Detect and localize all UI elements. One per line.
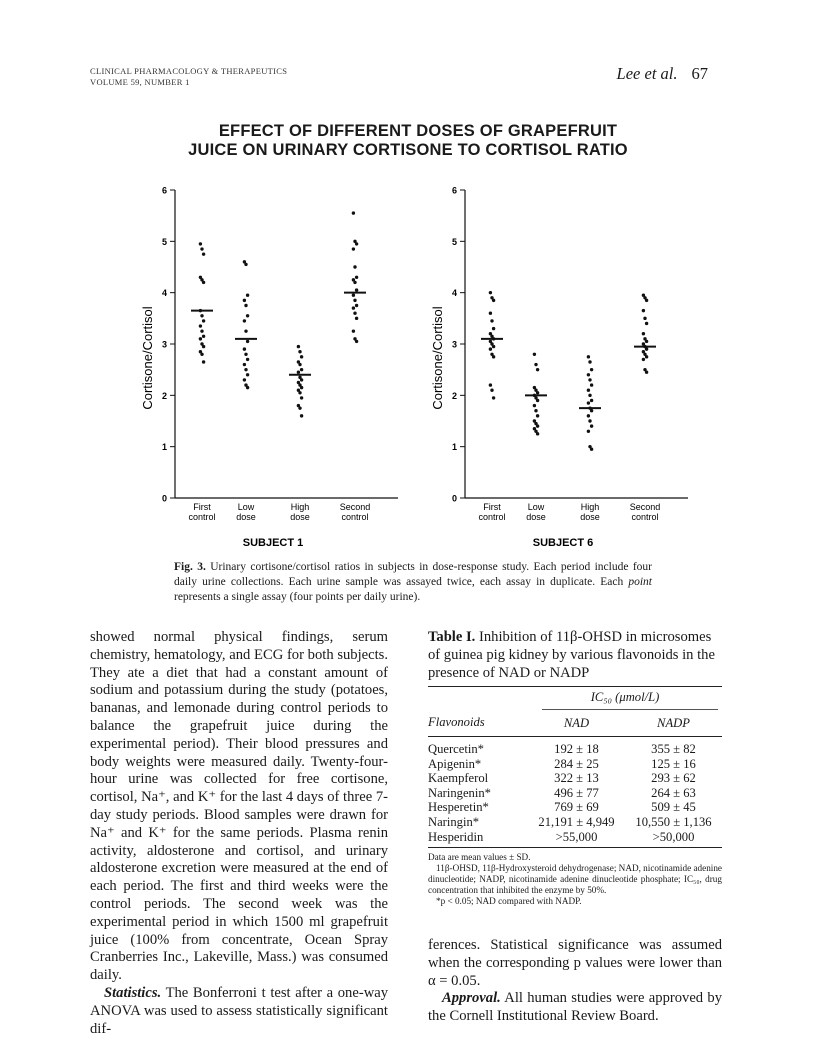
data-point bbox=[300, 386, 303, 389]
table-col-nadp: NADP bbox=[657, 715, 690, 730]
data-point bbox=[353, 265, 356, 268]
table-cell-value: >50,000 bbox=[652, 829, 695, 844]
data-point bbox=[355, 304, 358, 307]
data-point bbox=[202, 345, 205, 348]
table-row bbox=[428, 736, 722, 756]
data-point bbox=[352, 211, 355, 214]
data-point bbox=[492, 355, 495, 358]
data-point bbox=[352, 247, 355, 250]
table-cell-value: 264 ± 63 bbox=[651, 785, 696, 800]
table-cell-value: >55,000 bbox=[555, 829, 598, 844]
table-cell-value: 21,191 ± 4,949 bbox=[538, 814, 615, 829]
y-tick-label: 5 bbox=[161, 236, 167, 247]
data-point bbox=[244, 329, 247, 332]
body-left-column bbox=[90, 629, 388, 1038]
table-cell-flavonoid: Naringenin* bbox=[428, 785, 491, 800]
data-point bbox=[355, 242, 358, 245]
x-tick-label: control bbox=[341, 512, 369, 522]
data-point bbox=[246, 386, 249, 389]
table-cell-value: 192 ± 18 bbox=[554, 741, 599, 756]
chart-subtitle: SUBJECT 1 bbox=[242, 537, 304, 549]
chart-subject-6 bbox=[410, 180, 700, 560]
running-header-right bbox=[617, 64, 708, 84]
table-row bbox=[428, 830, 722, 845]
table-col-flavonoids: Flavonoids bbox=[428, 715, 485, 730]
data-point bbox=[492, 396, 495, 399]
data-point bbox=[353, 299, 356, 302]
figure-caption-text-b: represents a single assay (four points per daily urine). bbox=[174, 591, 421, 603]
y-tick-label: 4 bbox=[451, 288, 457, 299]
data-point bbox=[202, 281, 205, 284]
data-point bbox=[587, 389, 590, 392]
running-authors: Lee et al. bbox=[616, 64, 678, 83]
y-tick-label: 5 bbox=[451, 236, 457, 247]
y-tick-label: 3 bbox=[451, 339, 457, 350]
data-point bbox=[645, 322, 648, 325]
figure-caption-point: point bbox=[628, 576, 652, 588]
data-point bbox=[642, 332, 645, 335]
x-tick-label: Second bbox=[629, 502, 661, 512]
data-point bbox=[536, 368, 539, 371]
data-point bbox=[199, 242, 202, 245]
data-point bbox=[199, 324, 202, 327]
data-point bbox=[353, 312, 356, 315]
table-cell-flavonoid: Kaempferol bbox=[428, 771, 489, 786]
table-label: Table I. bbox=[428, 629, 476, 645]
table-cell-value: 284 ± 25 bbox=[554, 756, 599, 771]
data-point bbox=[202, 335, 205, 338]
figure-title-line-1: EFFECT OF DIFFERENT DOSES OF GRAPEFRUIT bbox=[218, 122, 618, 140]
table-cell-value: 322 ± 13 bbox=[554, 771, 599, 786]
table-cell-value: 769 ± 69 bbox=[554, 800, 599, 815]
table-caption bbox=[428, 629, 722, 682]
data-point bbox=[489, 383, 492, 386]
data-point bbox=[246, 358, 249, 361]
data-point bbox=[243, 299, 246, 302]
x-tick-label: control bbox=[188, 512, 216, 522]
data-point bbox=[244, 304, 247, 307]
journal-volume: VOLUME 59, NUMBER 1 bbox=[90, 77, 190, 87]
x-tick-label: dose bbox=[290, 512, 310, 522]
data-point bbox=[202, 252, 205, 255]
data-point bbox=[200, 353, 203, 356]
table-footnotes bbox=[428, 852, 722, 907]
data-point bbox=[243, 363, 246, 366]
y-tick-label: 2 bbox=[161, 390, 167, 401]
table-footnote: Data are mean values ± SD. bbox=[428, 852, 531, 863]
data-point bbox=[355, 317, 358, 320]
figure-caption-text-a: Urinary cortisone/cortisol ratios in subjects in dose-response study. Each period include four daily urine collections. Each urine sample was assayed twice, each assay in duplicate. Each bbox=[174, 561, 652, 588]
data-point bbox=[297, 371, 300, 374]
data-point bbox=[243, 319, 246, 322]
table-cell-value: 293 ± 62 bbox=[651, 771, 696, 786]
data-point bbox=[590, 448, 593, 451]
table-cell-flavonoid: Quercetin* bbox=[428, 741, 484, 756]
y-tick-label: 3 bbox=[161, 339, 167, 350]
data-point bbox=[243, 378, 246, 381]
data-point bbox=[298, 391, 301, 394]
table-cell-flavonoid: Apigenin* bbox=[428, 756, 482, 771]
table-footnote: 11β-OHSD, 11β-Hydroxysteroid dehydrogenase; NAD, nicotinamide adenine dinucleotide; NADP, nicotinamide adenine dinucleotide phosphate; IC₅₀, drug concentration that inhibited the enzyme by 50%. bbox=[428, 863, 723, 896]
statistics-text: The Bonferroni t test after a one-way ANOVA was used to assess statistically significant dif- bbox=[90, 984, 389, 1037]
data-point bbox=[590, 399, 593, 402]
data-point bbox=[645, 299, 648, 302]
statistics-heading: Statistics. bbox=[104, 984, 162, 1001]
table-footnote: *p < 0.05; NAD compared with NADP. bbox=[436, 896, 582, 907]
data-point bbox=[298, 406, 301, 409]
data-point bbox=[645, 340, 648, 343]
statistics-paragraph bbox=[90, 985, 388, 1038]
table-cell-flavonoid: Naringin* bbox=[428, 814, 480, 829]
table-caption-text: Inhibition of 11β-OHSD in microsomes of guinea pig kidney by various flavonoids in the presence of NAD or NADP bbox=[428, 629, 715, 681]
body-right-column bbox=[428, 937, 722, 1026]
figure-caption bbox=[174, 560, 652, 605]
data-point bbox=[590, 368, 593, 371]
table-col-nad: NAD bbox=[563, 715, 590, 730]
data-point bbox=[534, 363, 537, 366]
figure-title-line-2: JUICE ON URINARY CORTISONE TO CORTISOL RATIO bbox=[188, 141, 628, 159]
table-body bbox=[428, 736, 722, 844]
y-tick-label: 0 bbox=[161, 493, 167, 504]
data-point bbox=[300, 396, 303, 399]
x-tick-label: High bbox=[290, 502, 310, 512]
data-point bbox=[300, 355, 303, 358]
figure-title bbox=[0, 122, 816, 160]
data-point bbox=[298, 350, 301, 353]
data-point bbox=[533, 404, 536, 407]
data-point bbox=[200, 247, 203, 250]
data-point bbox=[536, 399, 539, 402]
data-point bbox=[536, 424, 539, 427]
data-point bbox=[588, 419, 591, 422]
table-cell-value: 509 ± 45 bbox=[651, 800, 696, 815]
journal-name: CLINICAL PHARMACOLOGY & THERAPEUTICS bbox=[90, 66, 288, 76]
x-tick-label: High bbox=[580, 502, 600, 512]
x-tick-label: Low bbox=[527, 502, 545, 512]
data-point bbox=[489, 291, 492, 294]
data-point bbox=[492, 327, 495, 330]
y-tick-label: 1 bbox=[451, 442, 457, 453]
data-point bbox=[587, 430, 590, 433]
data-point bbox=[298, 363, 301, 366]
data-point bbox=[246, 373, 249, 376]
table-cell-value: 125 ± 16 bbox=[651, 756, 696, 771]
data-point bbox=[300, 414, 303, 417]
data-point bbox=[200, 314, 203, 317]
approval-heading: Approval. bbox=[442, 990, 501, 1007]
data-point bbox=[199, 337, 202, 340]
data-point bbox=[353, 281, 356, 284]
data-point bbox=[536, 391, 539, 394]
data-point bbox=[590, 383, 593, 386]
y-tick-label: 4 bbox=[161, 288, 167, 299]
data-point bbox=[246, 294, 249, 297]
data-point bbox=[297, 345, 300, 348]
data-point bbox=[490, 389, 493, 392]
table-cell-flavonoid: Hesperidin bbox=[428, 829, 484, 844]
data-point bbox=[642, 309, 645, 312]
chart-subtitle: SUBJECT 6 bbox=[532, 537, 594, 549]
data-point bbox=[243, 347, 246, 350]
data-point bbox=[300, 368, 303, 371]
y-tick-label: 6 bbox=[451, 185, 457, 196]
data-point bbox=[533, 353, 536, 356]
data-point bbox=[590, 424, 593, 427]
figure-caption-label: Fig. 3. bbox=[174, 561, 206, 573]
x-tick-label: dose bbox=[580, 512, 600, 522]
table-group-header: IC₅₀ (μmol/L) bbox=[590, 690, 660, 705]
data-point bbox=[489, 347, 492, 350]
data-point bbox=[492, 345, 495, 348]
data-point bbox=[352, 306, 355, 309]
chart-subject-1 bbox=[120, 180, 410, 560]
y-tick-label: 2 bbox=[451, 390, 457, 401]
data-point bbox=[587, 373, 590, 376]
data-point bbox=[489, 312, 492, 315]
data-point bbox=[352, 294, 355, 297]
body-paragraph: showed normal physical findings, serum chemistry, hematology, and ECG for both subjects. They ate a diet that had a constant amount of sodium and potassium during the study (potatoes, bananas, and lemonade during control periods to balance the grapefruit juice during the experimental period). Their blood pressures and body weights were measured daily. Twenty-four-hour urine was collected for free cortisone, cortisol, Na⁺, and K⁺ for the last 4 days of three 7-day study periods. Blood samples were drawn for Na⁺ and K⁺ for the same periods. Plasma renin activity, aldosterone and cortisol, and urinary aldosterone excretion were measured at the end of each period. The first and third weeks were the control periods. The second week was the experimental period in which 1500 ml grapefruit juice (100% from concentrate, Ocean Spray Cranberries Inc., Lakeville, Mass.) was consumed daily. bbox=[90, 629, 388, 984]
approval-paragraph bbox=[428, 990, 722, 1026]
x-tick-label: control bbox=[478, 512, 506, 522]
table-row bbox=[428, 771, 722, 786]
data-point bbox=[492, 299, 495, 302]
data-point bbox=[645, 355, 648, 358]
data-point bbox=[645, 347, 648, 350]
x-tick-label: Second bbox=[339, 502, 371, 512]
data-point bbox=[587, 355, 590, 358]
running-header-journal bbox=[90, 66, 287, 88]
table-row bbox=[428, 757, 722, 772]
x-tick-label: dose bbox=[236, 512, 256, 522]
data-point bbox=[200, 329, 203, 332]
y-tick-label: 1 bbox=[161, 442, 167, 453]
data-point bbox=[588, 394, 591, 397]
data-point bbox=[587, 414, 590, 417]
table-cell-value: 10,550 ± 1,136 bbox=[635, 814, 712, 829]
data-point bbox=[490, 319, 493, 322]
x-tick-label: control bbox=[631, 512, 659, 522]
x-tick-label: dose bbox=[526, 512, 546, 522]
data-point bbox=[588, 360, 591, 363]
y-tick-label: 6 bbox=[161, 185, 167, 196]
data-point bbox=[536, 414, 539, 417]
data-point bbox=[244, 353, 247, 356]
data-point bbox=[300, 378, 303, 381]
data-point bbox=[645, 371, 648, 374]
table-cell-flavonoid: Hesperetin* bbox=[428, 800, 489, 815]
data-point bbox=[244, 263, 247, 266]
table-cell-value: 355 ± 82 bbox=[651, 741, 696, 756]
data-point bbox=[246, 314, 249, 317]
y-axis-label: Cortisone/Cortisol bbox=[430, 306, 445, 410]
data-point bbox=[246, 340, 249, 343]
data-point bbox=[202, 360, 205, 363]
data-point bbox=[355, 340, 358, 343]
approval-text: All human studies were approved by the Cornell Institutional Review Board. bbox=[428, 990, 722, 1025]
x-tick-label: First bbox=[193, 502, 211, 512]
body-continuation: ferences. Statistical significance was assumed when the corresponding p values were lower than α = 0.05. bbox=[428, 937, 722, 989]
table-row bbox=[428, 800, 722, 815]
x-tick-label: First bbox=[483, 502, 501, 512]
page-number: 67 bbox=[691, 64, 708, 83]
table-row bbox=[428, 786, 722, 801]
data-point bbox=[202, 319, 205, 322]
data-point bbox=[534, 409, 537, 412]
table-row bbox=[428, 815, 722, 830]
table-1 bbox=[428, 629, 722, 907]
data-point bbox=[536, 432, 539, 435]
data-point bbox=[352, 329, 355, 332]
table-cell-value: 496 ± 77 bbox=[554, 785, 599, 800]
data-point bbox=[355, 288, 358, 291]
data-point bbox=[643, 317, 646, 320]
y-tick-label: 0 bbox=[451, 493, 457, 504]
data-point bbox=[355, 276, 358, 279]
y-axis-label: Cortisone/Cortisol bbox=[140, 306, 155, 410]
table-grid bbox=[428, 687, 722, 844]
x-tick-label: Low bbox=[237, 502, 255, 512]
data-point bbox=[588, 378, 591, 381]
data-point bbox=[244, 368, 247, 371]
data-point bbox=[587, 401, 590, 404]
data-point bbox=[642, 358, 645, 361]
data-point bbox=[590, 409, 593, 412]
